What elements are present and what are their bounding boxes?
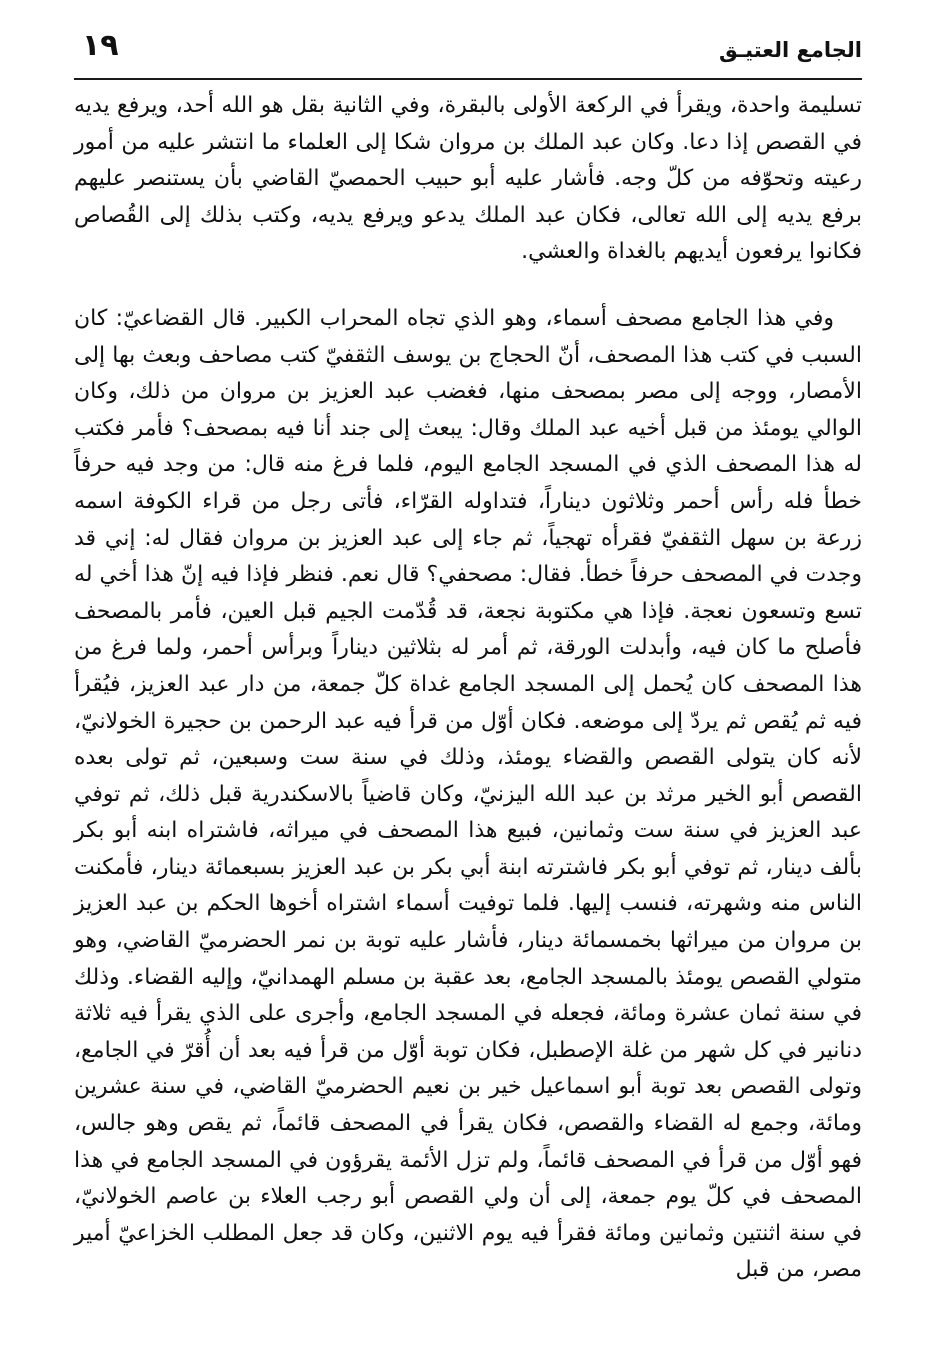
paragraph-2: وفي هذا الجامع مصحف أسماء، وهو الذي تجاه المحراب الكبير. قال القضاعيّ: كان السبب في كتب هذا المصحف، أنّ الحجاج بن يوسف الثقفيّ كتب مصاحف وبعث بها إلى الأمصار، ووجه إلى مصر بمصحف منها، فغضب عبد العزيز بن مروان من ذلك، وكان الوالي يومئذ من قبل أخيه عبد الملك وقال: يبعث إلى جند أنا فيه بمصحف؟ فأمر فكتب له هذا المصحف الذي في المسجد الجامع اليوم، فلما فرغ منه قال: من وجد فيه حرفاً خطأ فله رأس أحمر وثلاثون ديناراً، فتداوله القرّاء، فأتى رجل من قراء الكوفة اسمه زرعة بن سهل الثقفيّ فقرأه تهجياً، ثم جاء إلى عبد العزيز بن مروان فقال له: إني قد وجدت في المصحف حرفاً خطأ. فقال: مصحفي؟ قال نعم. فنظر فإذا فيه إنّ هذا أخي له تسع وتسعون نعجة. فإذا هي مكتوبة نجعة، قد قُدّمت الجيم قبل العين، فأمر بالمصحف فأصلح ما كان فيه، وأبدلت الورقة، ثم أمر له بثلاثين ديناراً وبرأس أحمر، ولما فرغ من هذا المصحف كان يُحمل إلى المسجد الجامع غداة كلّ جمعة، من دار عبد العزيز، فيُقرأ فيه ثم يُقص ثم يردّ إلى موضعه. فكان أوّل من قرأ فيه عبد الرحمن بن حجيرة الخولانيّ، لأنه كان يتولى القصص والقضاء يومئذ، وذلك في سنة ست وسبعين، ثم تولى بعده القصص أبو الخير مرثد بن عبد الله اليزنيّ، وكان قاضياً بالاسكندرية قبل ذلك، ثم توفي عبد العزيز في سنة ست وثمانين، فبيع هذا المصحف في ميراثه، فاشتراه ابنه أبو بكر بألف دينار، ثم توفي أبو بكر فاشترته ابنة أبي بكر بن عبد العزيز بسبعمائة دينار، فأمكنت الناس منه وشهرته، فنسب إليها. فلما توفيت أسماء اشتراه أخوها الحكم بن عبد العزيز بن مروان من ميراثها بخمسمائة دينار، فأشار عليه توبة بن نمر الحضرميّ القاضي، وهو متولي القصص يومئذ بالمسجد الجامع، بعد عقبة بن مسلم الهمدانيّ، وإليه القضاء. وذلك في سنة ثمان عشرة ومائة، فجعله في المسجد الجامع، وأجرى على الذي يقرأ فيه ثلاثة دنانير في كل شهر من غلة الإصطبل، فكان توبة أوّل من قرأ فيه بعد أن أُقرّ في الجامع، وتولى القصص بعد توبة أبو اسماعيل خير بن نعيم الحضرميّ القاضي، في سنة عشرين ومائة، وجمع له القضاء والقصص، فكان يقرأ في المصحف قائماً، ثم يقص وهو جالس، فهو أوّل من قرأ في المصحف قائماً، ولم تزل الأئمة يقرؤون في المسجد الجامع في هذا المصحف في كلّ يوم جمعة، إلى أن ولي القصص أبو رجب العلاء بن عاصم الخولانيّ، في سنة اثنتين وثمانين ومائة فقرأ فيه يوم الاثنين، وكان قد جعل المطلب الخزاعيّ أمير مصر، من قبل — [74, 305, 862, 1283]
running-title: الجامع العتيـق — [719, 38, 862, 62]
page-header — [74, 22, 862, 74]
body-text — [74, 88, 862, 1289]
page-number: ١٩ — [82, 28, 119, 63]
paragraph-1: تسليمة واحدة، ويقرأ في الركعة الأولى بالبقرة، وفي الثانية بقل هو الله أحد، ويرفع يديه في القصص إذا دعا. وكان عبد الملك بن مروان شكا إلى العلماء ما انتشر عليه من أمور رعيته وتحوّفه من كلّ وجه. فأشار عليه أبو حبيب الحمصيّ القاضي بأن يستنصر عليهم برفع يديه إلى الله تعالى، فكان عبد الملك يدعو ويرفع يديه، وكتب بذلك إلى القُصاص فكانوا يرفعون أيديهم بالغداة والعشي. — [74, 93, 862, 265]
header-rule — [74, 78, 862, 80]
